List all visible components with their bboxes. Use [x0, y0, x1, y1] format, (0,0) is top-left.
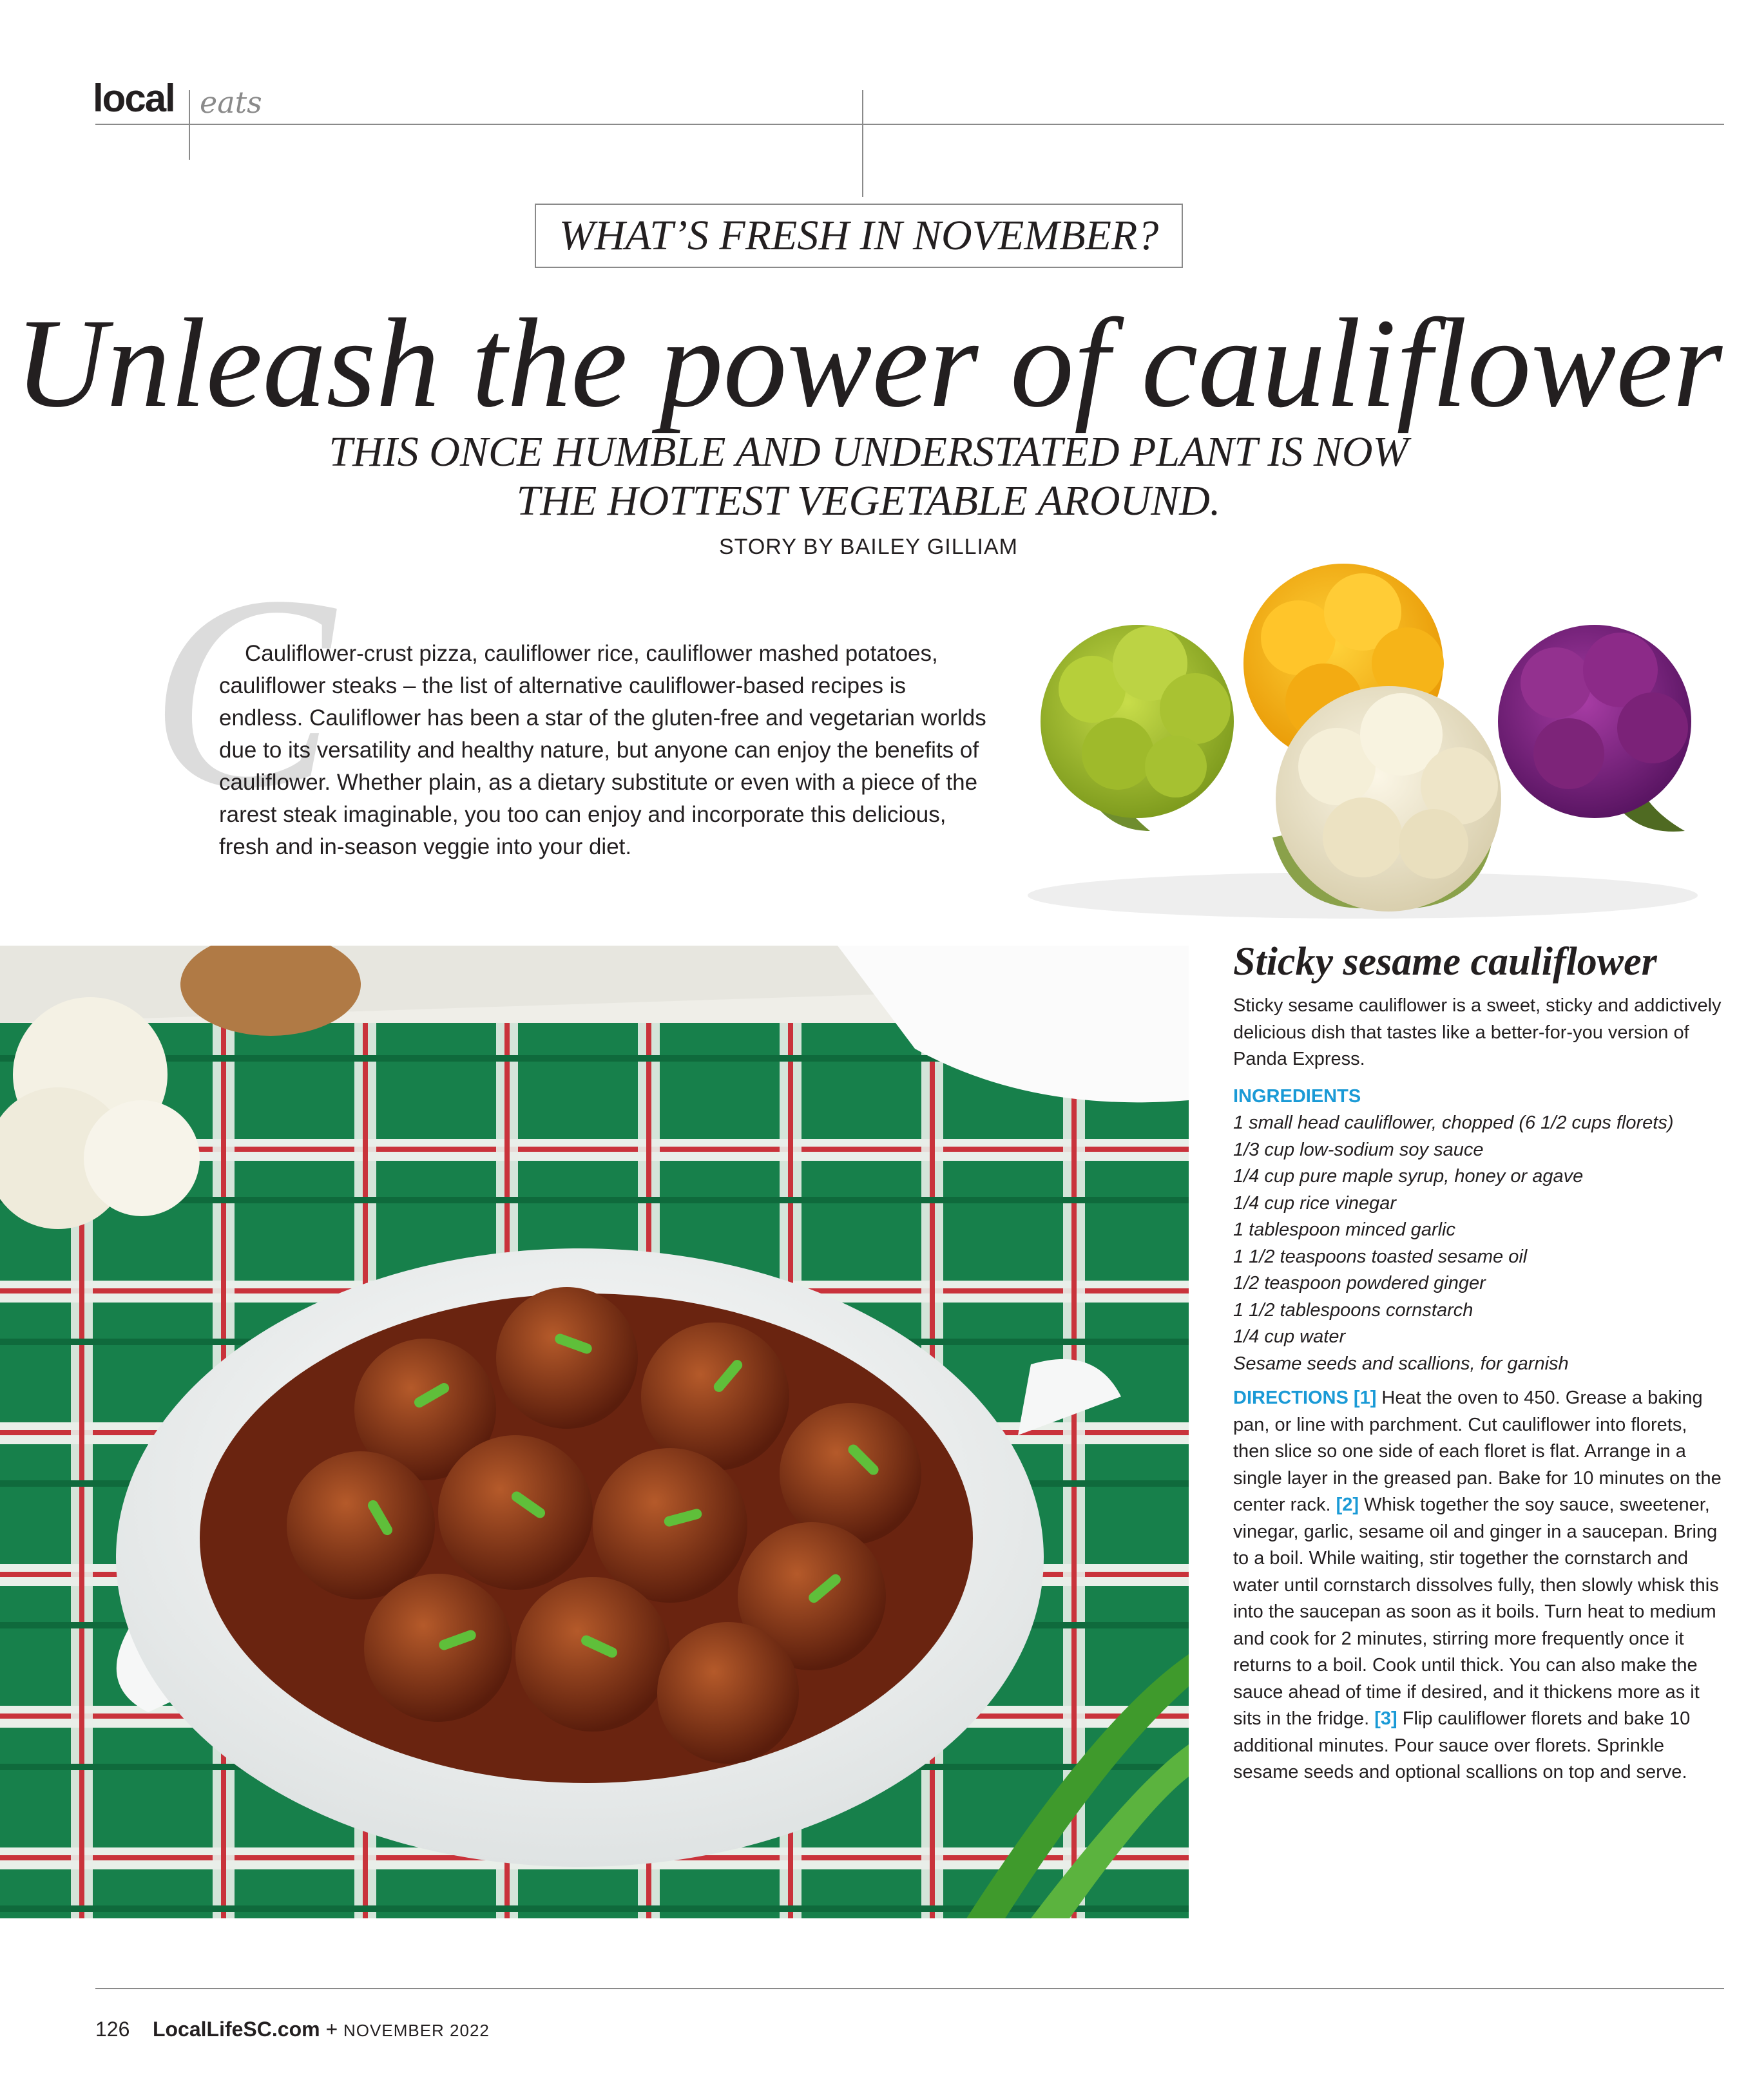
header-center-divider — [862, 90, 863, 197]
deck-line-1: THIS ONCE HUMBLE AND UNDERSTATED PLANT IS NOW — [329, 428, 1408, 475]
header-rule — [95, 124, 1724, 125]
step-number: [1] — [1353, 1388, 1377, 1408]
footer — [95, 2018, 490, 2041]
purple-cauliflower — [1498, 625, 1691, 832]
ingredient-item: 1/4 cup rice vinegar — [1233, 1192, 1397, 1214]
green-cauliflower — [1041, 625, 1234, 831]
drop-cap: C — [149, 539, 334, 846]
footer-separator: + — [325, 2018, 338, 2041]
step-number: [2] — [1336, 1494, 1359, 1515]
step-text: Whisk together the soy sauce, sweetener, vinegar, garlic, sesame oil and ginger in a saucepan. Bring to a boil. While waiting, stir together the cornstarch and water until cornstarch dissolves fully, then slowly whisk this into the saucepan as soon as it boils. Turn heat to medium and cook for 2 minutes, stirring more frequently once it returns to a boil. Cook until thick. You can also make the sauce ahead of time if desired, and it thickens more as it sits in the fridge. — [1233, 1494, 1719, 1729]
ingredient-item: 1/2 teaspoon powdered ginger — [1233, 1273, 1486, 1293]
recipe-title: Sticky sesame cauliflower — [1233, 940, 1657, 984]
ingredients-list — [1233, 1110, 1723, 1377]
site-link[interactable]: LocalLifeSC.com — [152, 2018, 320, 2041]
byline: STORY BY BAILEY GILLIAM — [719, 535, 1018, 559]
ingredient-item: 1 1/2 teaspoons toasted sesame oil — [1233, 1246, 1528, 1267]
sticky-sesame-cauliflower-photo — [0, 946, 1189, 1918]
recipe-column — [1233, 939, 1723, 1786]
deck — [129, 428, 1608, 526]
brand-logo: local — [93, 77, 175, 120]
ingredient-item: 1 tablespoon minced garlic — [1233, 1219, 1455, 1240]
ingredients-heading: INGREDIENTS — [1233, 1085, 1361, 1107]
recipe-intro: Sticky sesame cauliflower is a sweet, sticky and addictively delicious dish that tastes like a better-for-you version of Panda Express. — [1233, 995, 1722, 1069]
directions-heading: DIRECTIONS — [1233, 1388, 1348, 1408]
kicker-box — [535, 204, 1183, 268]
header-divider — [189, 90, 190, 160]
ingredient-item: Sesame seeds and scallions, for garnish — [1233, 1353, 1569, 1374]
intro-paragraph: Cauliflower-crust pizza, cauliflower rice, cauliflower mashed potatoes, cauliflower steaks – the list of alternative cauliflower-based recipes is endless. Cauliflower has been a star of the gluten-free and vegetarian worlds due to its versatility and healthy nature, but anyone can enjoy the benefits of cauliflower. Whether plain, as a dietary substitute or even with a piece of the rarest steak imaginable, you too can enjoy and incorporate this delicious, fresh and in-season veggie into your diet. — [219, 641, 986, 859]
cauliflower-photo — [1002, 560, 1723, 921]
headline: Unleash the power of cauliflower — [14, 292, 1723, 434]
step-text: Heat the oven to 450. Grease a baking pan, or line with parchment. Cut cauliflower into florets, then slice so one side of each floret is flat. Arrange in a single layer in the greased pan. Bake for 10 minutes on the center rack. — [1233, 1388, 1722, 1515]
ingredient-item: 1/4 cup pure maple syrup, honey or agave — [1233, 1166, 1584, 1187]
ingredient-item: 1 1/2 tablespoons cornstarch — [1233, 1299, 1473, 1321]
ingredient-item: 1/3 cup low-sodium soy sauce — [1233, 1139, 1484, 1160]
deck-line-2: THE HOTTEST VEGETABLE AROUND. — [516, 477, 1221, 524]
section-label: eats — [200, 85, 262, 120]
issue-date: NOVEMBER 2022 — [343, 2021, 490, 2040]
ingredient-item: 1/4 cup water — [1233, 1326, 1346, 1347]
ingredient-item: 1 small head cauliflower, chopped (6 1/2 cups florets) — [1233, 1112, 1674, 1133]
step-number: [3] — [1374, 1708, 1397, 1729]
kicker-text: WHAT’S FRESH IN NOVEMBER? — [559, 212, 1159, 259]
step-text: Flip cauliflower florets and bake 10 additional minutes. Pour sauce over florets. Sprinkle sesame seeds and optional scallions on top and serve. — [1233, 1708, 1691, 1782]
page-number: 126 — [95, 2018, 130, 2041]
directions — [1233, 1385, 1723, 1786]
footer-rule — [95, 1988, 1724, 1989]
